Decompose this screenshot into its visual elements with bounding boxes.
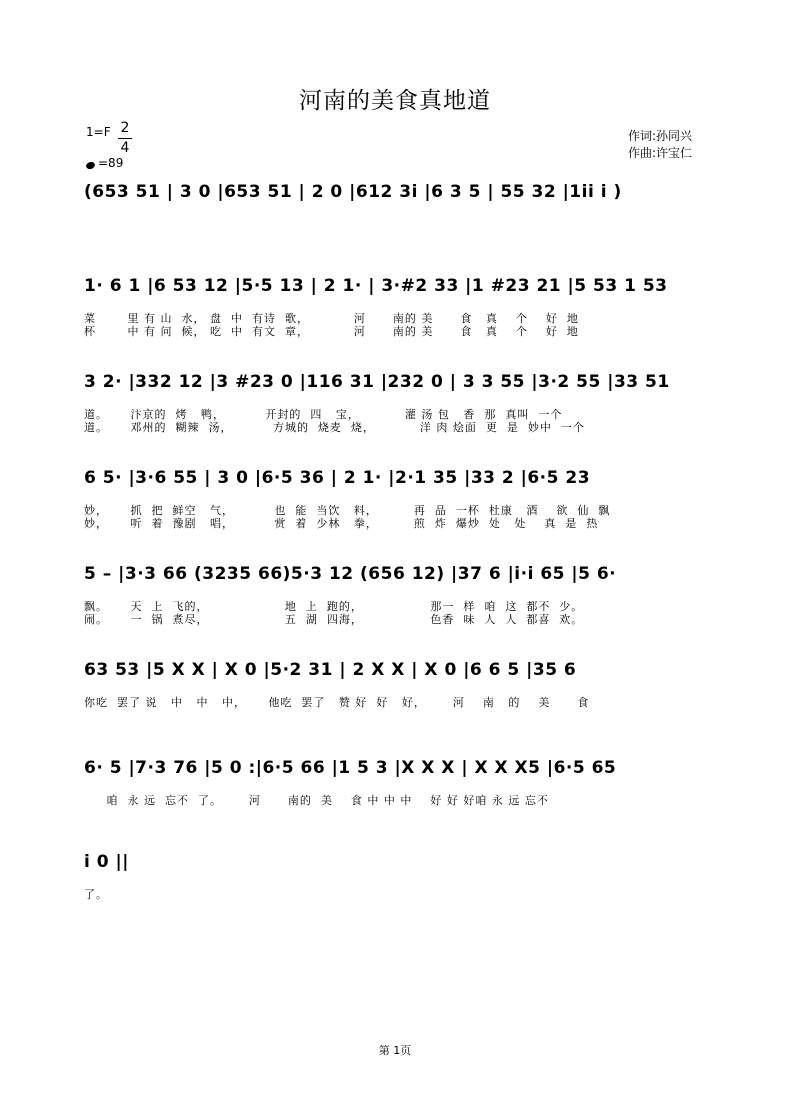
lyrics-block [80,794,730,807]
song-title: 河南的美食真地道 [299,88,491,114]
jianpu-notes: 1· 6 1 |6 53 12 |5·5 13 | 2 1· | 3·#2 33 |1 #23 21 |5 53 1 53 [84,276,668,296]
music-system-5 [80,558,730,626]
jianpu-notes: i 0 || [84,852,129,872]
notation-line [80,176,730,210]
music-system-1 [80,176,730,210]
jianpu-notes: 6 5· |3·6 55 | 3 0 |6·5 36 | 2 1· |2·1 35 |33 2 |6·5 23 [84,468,591,488]
lyric-verse-1: 飘。 天 上 飞的， 地 上 跑的， 那一 样 咱 这 都不 少。 [84,600,584,613]
lyric-verse-1: 你吃 罢了 说 中 中 中， 他吃 罢了 赞 好 好 好， 河 南 的 美 食 [84,696,590,709]
lyrics-block [80,312,730,338]
music-system-4 [80,462,730,530]
lyric-verse-2: 杯 中 有 问 候， 吃 中 有文 章， 河 南的 美 食 真 个 好 地 [84,325,579,338]
tempo-marking [86,156,123,170]
notation-line [80,366,730,400]
lyric-verse-1: 道。 汴京的 烤 鸭， 开封的 四 宝， 灌 汤 包 香 那 真叫 一个 [84,408,563,421]
lyrics-block [80,408,730,434]
jianpu-notes: 5 – |3·3 66 (3235 66)5·3 12 (656 12) |37 6 |i·i 65 |5 6· [84,564,617,584]
music-system-7 [80,752,730,807]
lyrics-block [80,888,730,901]
lyric-verse-1: 咱 永 远 忘不 了。 河 南的 美 食 中 中 中 好 好 好咱 永 远 忘不 [84,794,549,807]
time-signature [118,120,132,157]
lyric-verse-2: 妙， 听 着 豫剧 唱， 赏 着 少林 拳， 煎 炸 爆炒 处 处 真 是 热 [84,517,599,530]
time-signature-divider [118,138,132,139]
music-system-3 [80,366,730,434]
tempo-value: =89 [98,156,124,170]
jianpu-notes: 3 2· |332 12 |3 #23 0 |116 31 |232 0 | 3 3 55 |3·2 55 |33 51 [84,372,670,392]
composer-credit: 作曲:许宝仁 [628,146,693,160]
notation-line [80,654,730,688]
lyrics-block [80,504,730,530]
jianpu-notes: 63 53 |5 X X | X 0 |5·2 31 | 2 X X | X 0 |6 6 5 |35 6 [84,660,577,680]
notation-line [80,558,730,592]
lyrics-block [80,600,730,626]
jianpu-notes: (653 51 | 3 0 |653 51 | 2 0 |612 3i |6 3 5 | 55 32 |1ii i ) [84,182,622,202]
music-system-8 [80,846,730,901]
notation-line [80,752,730,786]
credits [628,128,692,162]
jianpu-notes: 6· 5 |7·3 76 |5 0 :|6·5 66 |1 5 3 |X X X | X X X5 |6·5 65 [84,758,617,778]
quarter-note-icon [85,161,96,171]
notation-line [80,846,730,880]
music-system-6 [80,654,730,709]
time-signature-top: 2 [120,120,130,136]
lyric-verse-1: 妙， 抓 把 鲜空 气， 也 能 当饮 料， 再 品 一杯 杜康 酒 欲 仙 飘 [84,504,611,517]
lyric-verse-1: 了。 [84,888,108,901]
lyric-verse-1: 菜 里 有 山 水， 盘 中 有诗 歌， 河 南的 美 食 真 个 好 地 [84,312,579,325]
music-system-2 [80,270,730,338]
time-signature-bottom: 4 [120,140,130,156]
notation-line [80,462,730,496]
key-signature: 1=F [86,125,111,139]
lyricist-credit: 作词:孙同兴 [628,129,693,143]
lyric-verse-2: 闹。 一 锅 煮尽， 五 湖 四海， 色香 味 人 人 都喜 欢。 [84,613,584,626]
lyrics-block [80,696,730,709]
lyric-verse-2: 道。 邓州的 糊辣 汤， 方城的 烧麦 烧， 洋 肉 烩面 更 是 妙中 一个 [84,421,585,434]
notation-line [80,270,730,304]
page-number: 第 1页 [378,1044,412,1057]
